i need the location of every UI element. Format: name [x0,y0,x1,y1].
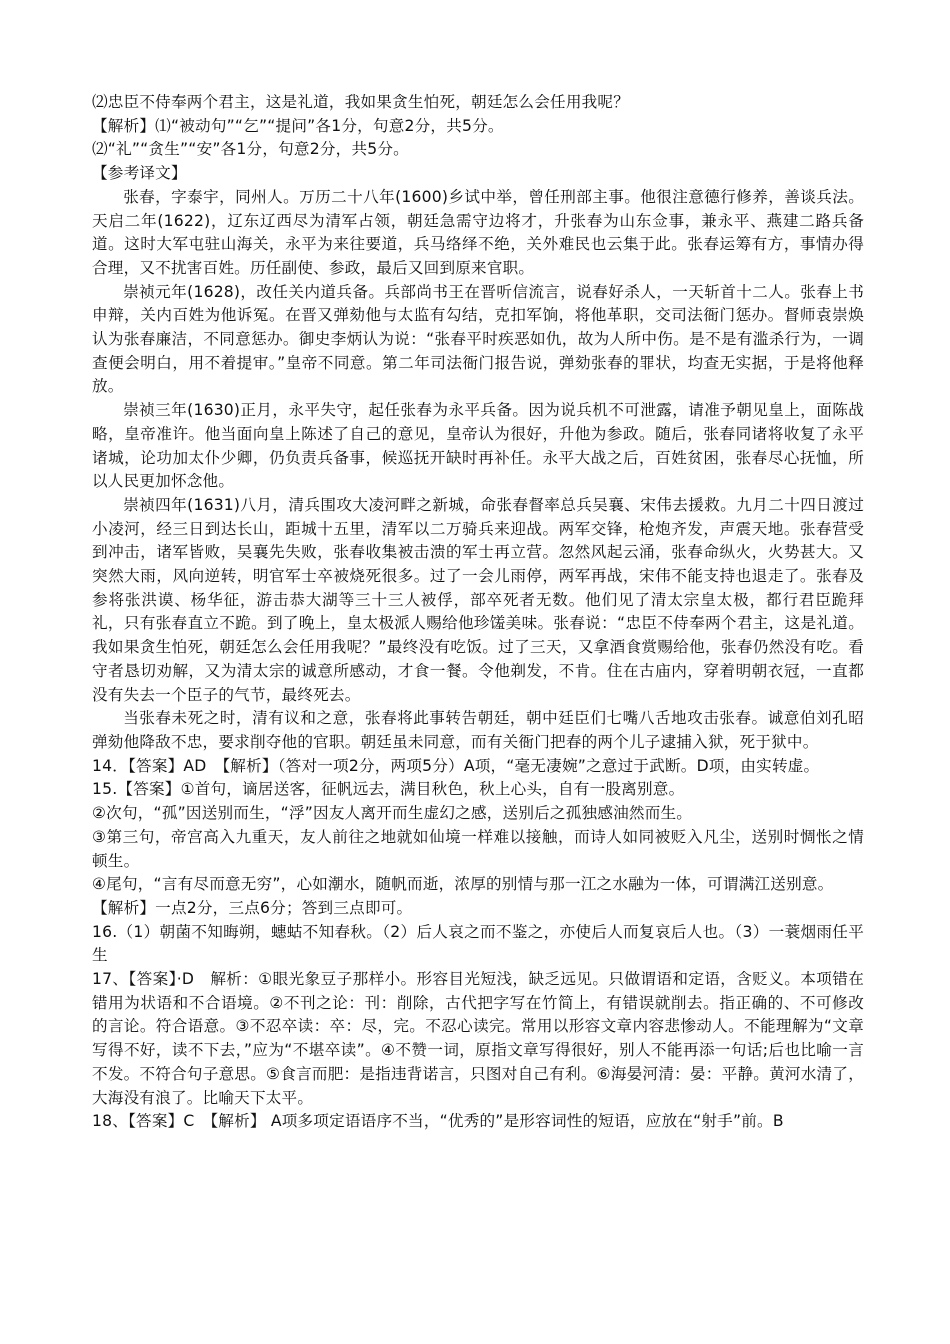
question-16-answer: 16.（1）朝菌不知晦朔，蟪蛄不知春秋。（2）后人哀之而不鉴之，亦使后人而复哀后人也。（3）一蓑烟雨任平生 [92,922,864,965]
question-18-answer: 18、【答案】C 【解析】 A项多项定语语序不当，“优秀的”是形容词性的短语，应放在“射手”前。B [92,1112,784,1131]
analysis-line-2: ⑵“礼”“贪生”“安”各1分，句意2分，共5分。 [92,140,409,159]
question-15-answer-point-2: ②次句，“孤”因送别而生，“浮”因友人离开而生虚幻之感，送别后之孤独感油然而生。 [92,804,693,823]
analysis-line-1: 【解析】⑴“被动句”“乞”“提问”各1分，句意2分，共5分。 [92,116,504,135]
translation-paragraph-2: 崇祯元年(1628)，改任关内道兵备。兵部尚书王在晋听信流言，说春好杀人，一天斩首十二人。张春上书申辩，关内百姓为他诉冤。在晋又弹劾他与太监有勾结，克扣军饷，将他革职，交司法衙门惩办。督师袁崇焕认为张春廉洁，不同意惩办。御史李炳认为说：“张春平时疾恶如仇，故为人所中伤。是不是有滥杀行为，一调查便会明白，用不着提审。”皇帝不同意。第二年司法衙门报告说，弹劾张春的罪状，均查无实据，于是将他释放。 [92,282,864,396]
question-15-analysis: 【解析】一点2分，三点6分；答到三点即可。 [92,898,413,917]
question-15-answer-point-4: ④尾句，“言有尽而意无穷”，心如潮水，随帆而逝，浓厚的别情与那一江之水融为一体，可谓满江送别意。 [92,875,834,894]
translation-answer-line: ⑵忠臣不侍奉两个君主，这是礼道，我如果贪生怕死，朝廷怎么会任用我呢？ [92,93,629,111]
translation-paragraph-1: 张春，字泰宇，同州人。万历二十八年(1600)乡试中举，曾任刑部主事。他很注意德行修养，善谈兵法。天启二年(1622)，辽东辽西尽为清军占领，朝廷急需守边将才，升张春为山东佥事，兼永平、燕建二路兵备道。这时大军屯驻山海关，永平为来往要道，兵马络绎不绝，关外难民也云集于此。张春运筹有方，事情办得合理，又不扰害百姓。历任副使、参政，最后又回到原来官职。 [92,187,864,277]
question-14-answer: 14．【答案】AD 【解析】（答对一项2分，两项5分）A项，“毫无凄婉”之意过于武断。D项，由实转虚。 [92,756,820,775]
translation-paragraph-3: 崇祯三年(1630)正月，永平失守，起任张春为永平兵备。因为说兵机不可泄露，请准予朝见皇上，面陈战略，皇帝准许。他当面向皇上陈述了自己的意见，皇帝认为很好，升他为参政。随后，张春同诸将收复了永平诸城，论功加太仆少卿，仍负责兵备事，候巡抚开缺时再补任。永平大战之后，百姓贫困，张春尽心抚恤，所以人民更加怀念他。 [92,401,864,491]
document-page [92,91,864,1134]
reference-translation-heading: 【参考译文】 [92,164,187,183]
question-17-answer: 17、【答案】·D 解析：①眼光象豆子那样小。形容目光短浅，缺乏远见。只做谓语和定语，含贬义。本项错在错用为状语和不合语境。②不刊之论：刊：削除，古代把字写在竹简上，有错误就削去。指正确的、不可修改的言论。符合语意。③不忍卒读：卒：尽，完。不忍心读完。常用以形容文章内容悲惨动人。不能理解为“文章写得不好，读不下去，”应为“不堪卒读”。④不赞一词，原指文章写得很好，别人不能再添一句话;后也比喻一言不发。不符合句子意思。⑤食言而肥：是指违背诺言，只图对自己有利。⑥海晏河清：晏：平静。黄河水清了，大海没有浪了。比喻天下太平。 [92,970,864,1107]
translation-paragraph-4: 崇祯四年(1631)八月，清兵围攻大凌河畔之新城，命张春督率总兵吴襄、宋伟去援救。九月二十四日渡过小凌河，经三日到达长山，距城十五里，清军以二万骑兵来迎战。两军交锋，枪炮齐发，声震天地。张春营受到冲击，诸军皆败，吴襄先失败，张春收集被击溃的军士再立营。忽然风起云涌，张春命纵火，火势甚大。又突然大雨，风向逆转，明官军士卒被烧死很多。过了一会儿雨停，两军再战，宋伟不能支持也退走了。张春及参将张洪谟、杨华征，游击恭大湖等三十三人被俘，部卒死者无数。他们见了清太宗皇太极，都行君臣跪拜礼，只有张春直立不跪。到了晚上，皇太极派人赐给他珍馐美味。张春说：“忠臣不侍奉两个君主，这是礼道。我如果贪生怕死，朝廷怎么会任用我呢？”最终没有吃饭。过了三天，又拿酒食赏赐给他，张春仍然没有吃。看守者恳切劝解，又为清太宗的诚意所感动，才食一餐。令他剃发，不肯。住在古庙内，穿着明朝衣冠，一直都没有失去一个臣子的气节，最终死去。 [92,495,864,704]
question-15-answer-point-1: 15.【答案】①首句，谪居送客，征帆远去，满目秋色，秋上心头，自有一股离别意。 [92,780,685,799]
question-15-answer-point-3: ③第三句，帝宫高入九重天，友人前往之地就如仙境一样难以接触，而诗人如同被贬入凡尘，送别时惆怅之情顿生。 [92,827,864,870]
translation-paragraph-5: 当张春未死之时，清有议和之意，张春将此事转告朝廷，朝中廷臣们七嘴八舌地攻击张春。诚意伯刘孔昭弹劾他降敌不忠，要求削夺他的官职。朝廷虽未同意，而有关衙门把春的两个儿子逮捕入狱，死于狱中。 [92,709,864,751]
